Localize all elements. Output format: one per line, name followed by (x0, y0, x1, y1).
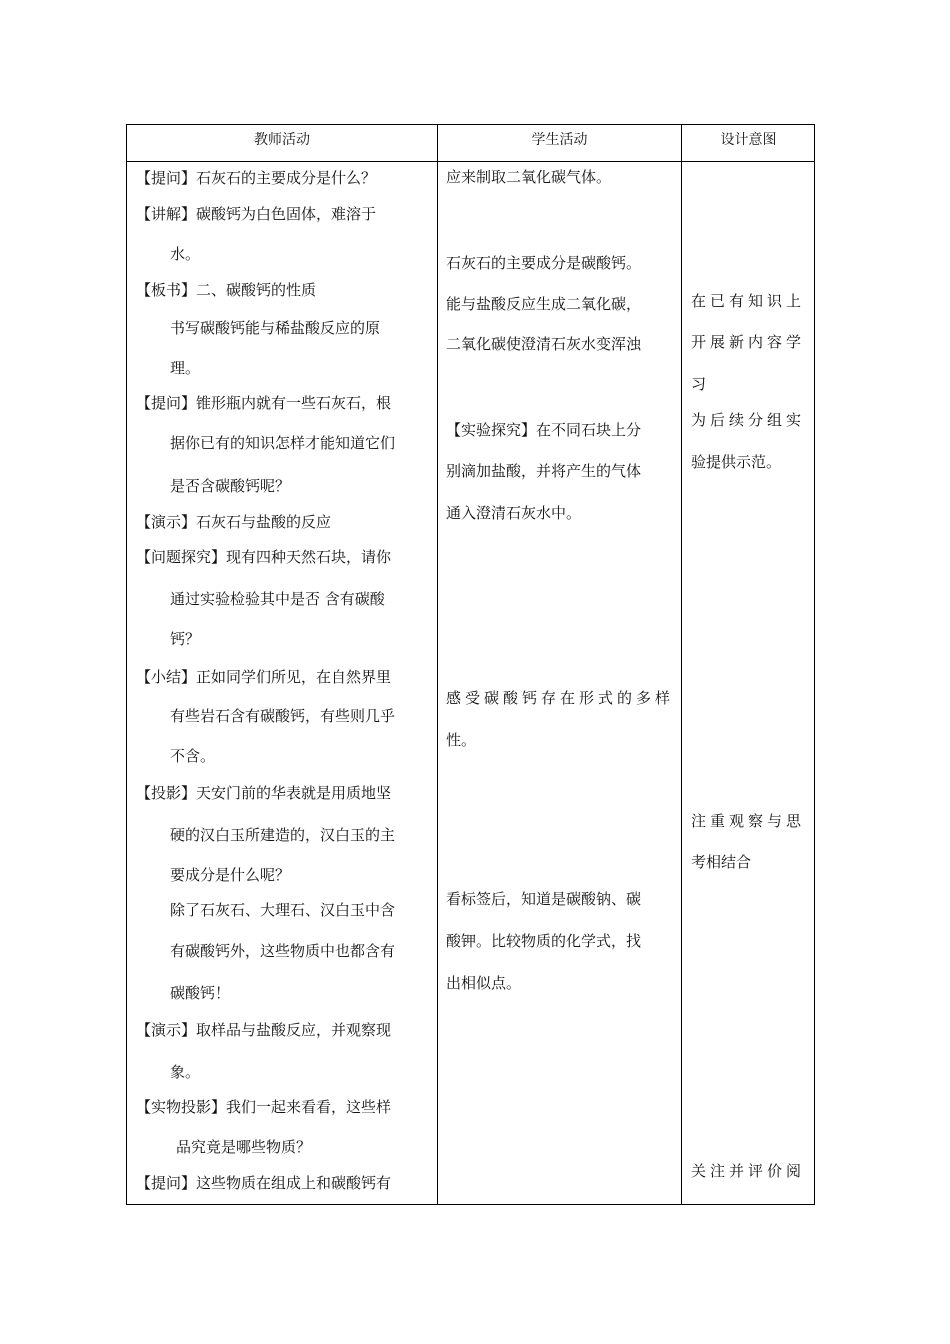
teacher-line: 通过实验检验其中是否 含有碳酸 (170, 590, 385, 608)
teacher-line: 【提问】锥形瓶内就有一些石灰石，根 (136, 394, 392, 412)
teacher-line: 钙？ (170, 630, 201, 648)
student-line: 二氧化碳使澄清石灰水变浑浊 (446, 335, 642, 353)
student-line: 能与盐酸反应生成二氧化碳， (446, 295, 642, 313)
design-line: 在已有知识上 (691, 292, 806, 310)
header-student-activity: 学生活动 (531, 132, 588, 148)
teacher-line: 碳酸钙！ (170, 984, 231, 1002)
teacher-line: 象。 (170, 1063, 201, 1081)
student-line: 性。 (446, 731, 477, 749)
design-line: 注重观察与思 (691, 812, 806, 830)
student-line: 出相似点。 (446, 974, 522, 992)
column-divider (681, 125, 682, 1204)
student-line: 感受碳酸钙存在形式的多样 (446, 689, 675, 707)
student-line: 石灰石的主要成分是碳酸钙。 (446, 254, 642, 272)
teacher-line: 【讲解】碳酸钙为白色固体，难溶于 (136, 205, 377, 223)
teacher-line: 书写碳酸钙能与稀盐酸反应的原 (170, 319, 381, 337)
teacher-line: 理。 (170, 359, 201, 377)
student-line: 酸钾。比较物质的化学式，找 (446, 932, 642, 950)
student-line: 【实验探究】在不同石块上分 (446, 421, 642, 439)
teacher-line: 据你已有的知识怎样才能知道它们 (170, 434, 396, 452)
design-line: 开展新内容学 (691, 333, 806, 351)
student-line: 通入澄清石灰水中。 (446, 504, 582, 522)
lesson-plan-table (126, 124, 815, 1205)
teacher-line: 有碳酸钙外，这些物质中也都含有 (170, 942, 396, 960)
teacher-line: 【小结】正如同学们所见，在自然界里 (136, 668, 392, 686)
design-line: 习 (691, 375, 707, 393)
teacher-line: 【板书】二、碳酸钙的性质 (136, 281, 317, 299)
teacher-line: 要成分是什么呢？ (170, 866, 291, 884)
teacher-line: 【演示】石灰石与盐酸的反应 (136, 513, 332, 531)
teacher-line: 有些岩石含有碳酸钙，有些则几乎 (170, 707, 396, 725)
teacher-line: 除了石灰石、大理石、汉白玉中含 (170, 901, 396, 919)
design-line: 关注并评价阅 (691, 1162, 806, 1180)
header-teacher-activity: 教师活动 (254, 132, 310, 148)
teacher-line: 水。 (170, 245, 201, 263)
teacher-line: 【实物投影】我们一起来看看，这些样 (136, 1098, 392, 1116)
design-line: 考相结合 (691, 853, 752, 871)
teacher-line: 【演示】取样品与盐酸反应，并观察现 (136, 1021, 392, 1039)
student-line: 应来制取二氧化碳气体。 (446, 168, 612, 186)
design-line: 为后续分组实 (691, 411, 806, 429)
header-divider (127, 161, 814, 162)
teacher-line: 不含。 (170, 747, 216, 765)
teacher-line: 硬的汉白玉所建造的，汉白玉的主 (170, 826, 396, 844)
teacher-line: 品究竟是哪些物质？ (176, 1138, 312, 1156)
teacher-line: 【问题探究】现有四种天然石块，请你 (136, 548, 392, 566)
teacher-line: 【提问】这些物质在组成上和碳酸钙有 (136, 1174, 392, 1192)
teacher-line: 是否含碳酸钙呢？ (170, 477, 291, 495)
column-divider (437, 125, 438, 1204)
header-design-intent: 设计意图 (720, 132, 777, 148)
design-line: 验提供示范。 (691, 453, 782, 471)
student-line: 别滴加盐酸，并将产生的气体 (446, 462, 642, 480)
student-line: 看标签后，知道是碳酸钠、碳 (446, 890, 642, 908)
teacher-line: 【投影】天安门前的华表就是用质地坚 (136, 784, 392, 802)
teacher-line: 【提问】石灰石的主要成分是什么？ (136, 169, 377, 187)
